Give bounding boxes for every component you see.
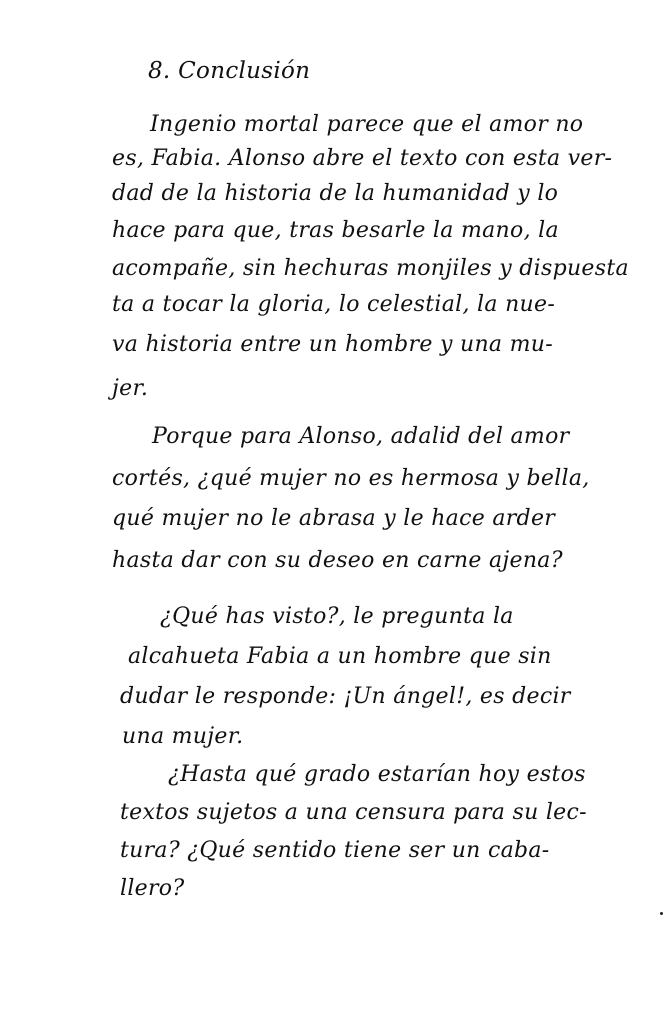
text-line: hasta dar con su deseo en carne ajena? [112,548,563,573]
text-line: Ingenio mortal parece que el amor no [150,112,584,137]
text-line: qué mujer no le abrasa y le hace arder [112,506,556,531]
text-line: acompañe, sin hechuras monjiles y dispuesta [112,256,629,281]
ink-speck [660,912,663,915]
text-line: dudar le responde: ¡Un ángel!, es decir [120,684,571,709]
text-line: una mujer. [122,724,244,749]
text-line: es, Fabia. Alonso abre el texto con esta ver- [112,146,613,171]
section-heading: 8. Conclusión [148,58,311,84]
text-line: ¿Qué has visto?, le pregunta la [160,604,514,629]
text-line: ¿Hasta qué grado estarían hoy estos [168,762,586,787]
text-line: alcahueta Fabia a un hombre que sin [128,644,552,669]
text-line: jer. [112,376,149,401]
text-line: Porque para Alonso, adalid del amor [152,424,570,449]
text-line: dad de la historia de la humanidad y lo [112,181,559,206]
text-line: va historia entre un hombre y una mu- [112,332,553,357]
text-line: cortés, ¿qué mujer no es hermosa y bella, [112,466,590,491]
text-line: hace para que, tras besarle la mano, la [112,218,559,243]
text-line: llero? [120,876,185,901]
text-line: textos sujetos a una censura para su lec- [120,800,587,825]
text-line: tura? ¿Qué sentido tiene ser un caba- [120,838,550,863]
text-line: ta a tocar la gloria, lo celestial, la nue- [112,292,556,317]
